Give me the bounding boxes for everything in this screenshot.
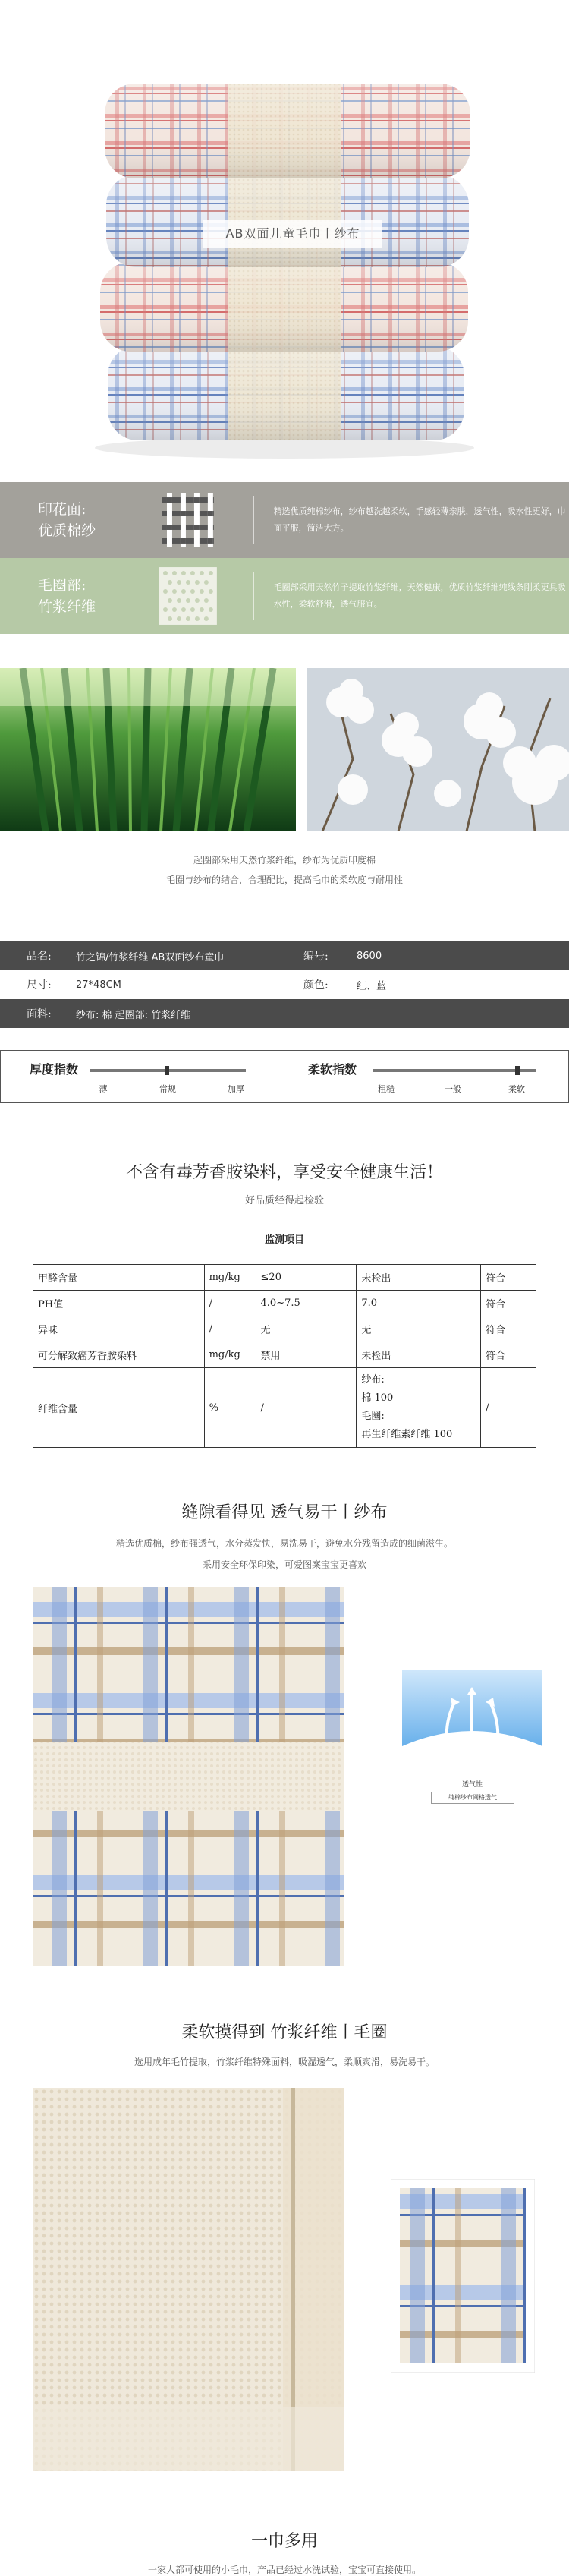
hero-towel-stack [0,0,569,482]
breathable-icon [402,1670,542,1769]
breathable-caption: 透气性 [461,1781,483,1789]
table-row: 纤维含量 % / 纱布: 棉 100 毛圈: 再生纤维素纤维 100 / [33,1368,536,1448]
test-results-table [33,1264,536,1448]
table-title: 监测项目 [264,1234,304,1246]
safety-subline: 好品质经得起检验 [244,1195,324,1206]
spec-row-name: 品名: 竹之锦/竹浆纤维 AB双面纱布童巾 编号: 8600 [0,941,569,970]
multi-headline: 一巾多用 [250,2532,318,2551]
layer-terry-side [0,558,569,634]
spec-row-fabric: 面料: 纱布: 棉 起圈部: 竹浆纤维 [0,999,569,1028]
material-caption: 起圈部采用天然竹浆纤维，纱布为优质印度棉 毛圈与纱布的结合，合理配比，提高毛巾的柔软度与耐用性 [165,855,403,885]
cotton-photo [307,668,569,831]
table-row: 可分解致癌芳香胺染料 mg/kg 禁用 未检出 符合 [33,1342,536,1368]
terry-headline: 柔软摸得到 竹浆纤维丨毛圈 [181,2023,388,2042]
table-row: PH值 / 4.0~7.5 7.0 符合 [33,1291,536,1316]
plaid-swatch-photo [391,2179,535,2373]
layer-desc: 毛圈部采用天然竹子提取竹浆纤维，天然健康，优质竹浆纤维纯线条刚柔更具吸水性，柔软舒滑，透气服宜。 [273,582,566,609]
safety-headline: 不含有毒芳香胺染料，享受安全健康生活！ [125,1163,443,1182]
softness-bar [373,1069,536,1072]
layer-name: 毛圈部: 竹浆纤维 [38,577,96,615]
table-row: 异味 / 无 无 符合 [33,1316,536,1342]
divider [253,572,254,620]
spec-row-size: 尺寸: 27*48CM 颜色: 红、蓝 [0,970,569,999]
gauze-headline: 缝隙看得见 透气易干丨纱布 [181,1503,388,1522]
softness-title: 柔软指数 [308,1062,357,1077]
terry-closeup-photo [33,2088,344,2471]
material-photos [0,668,569,831]
table-row: 甲醛含量 mg/kg ≤20 未检出 符合 [33,1265,536,1291]
layer-name: 印花面: 优质棉纱 [38,501,96,539]
layer-printed-side [0,482,569,558]
thickness-marker [165,1066,169,1075]
product-detail-page: AB双面儿童毛巾丨纱布 印花面: 优质棉纱 精选优质纯棉纱布，纱布越洗越柔软，手感轻薄亲肤，透气性，吸水性更好，巾面平服，简洁大方。 毛圈部: 竹浆纤维 毛圈部采用天然竹子提取竹浆纤维，天然健康，优质竹浆纤维纯线条刚柔更具吸水性，柔软舒滑，透气服宜。 起圈部采用天然竹浆纤维，纱布为优质印度棉 毛圈与纱布的结合，合理配比，提高毛巾的柔软度与耐用性 品名: 竹之锦/竹浆纤维 AB双面纱布童巾 编号: 8600 尺寸: 27*48CM 颜色: 红、蓝 面料: 纱布: 棉 起圈部: 竹浆纤维 厚度指数 薄 常规 加厚 柔软指数 粗糙 一般 柔软 不含有毒芳香胺染料，享受安全健康生活！ 好品质经得起检验 监测项目 甲醛含量 mg/kg ≤20 未检出 符合 PH值 / 4.0~7.5 7.0 符合 异味 / 无 无 符合 可分解致癌芳香胺染料 mg/kg 禁用 未检出 符合 纤维含量 % / 纱布: 棉 100 毛圈: 再生纤维素纤维 100 / 缝隙看得见 透气易干丨纱布 精选优质棉，纱布强透气，水分蒸发快，易洗易干，避免水分残留造成的细菌滋生。 采用安全环保印染，可爱图案宝宝更喜欢 透气性 纯棉纱布网格透气 柔软摸得到 竹浆纤维丨毛圈 选用成年毛竹提取，竹浆纤维特殊面料，吸湿透气，柔顺爽滑，易洗易干。 一巾多用 一家人都可使用的小毛巾，产品已经过水洗试验，宝宝可直接使用。 [0,0,569,2576]
bamboo-photo [0,668,296,831]
thickness-title: 厚度指数 [30,1062,79,1077]
weave-swatch-icon [159,491,217,549]
gauze-closeup-photo [33,1587,344,1966]
divider [253,496,254,544]
layer-desc: 精选优质纯棉纱布，纱布越洗越柔软，手感轻薄亲肤，透气性，吸水性更好，巾面平服，简洁大方。 [273,506,566,533]
terry-swatch-icon [159,567,217,625]
hero-caption: AB双面儿童毛巾丨纱布 [203,220,382,248]
breathable-tag: 纯棉纱布网格透气 [431,1792,514,1804]
softness-marker [515,1066,520,1075]
index-panel: 厚度指数 薄 常规 加厚 柔软指数 粗糙 一般 柔软 [0,1050,569,1103]
